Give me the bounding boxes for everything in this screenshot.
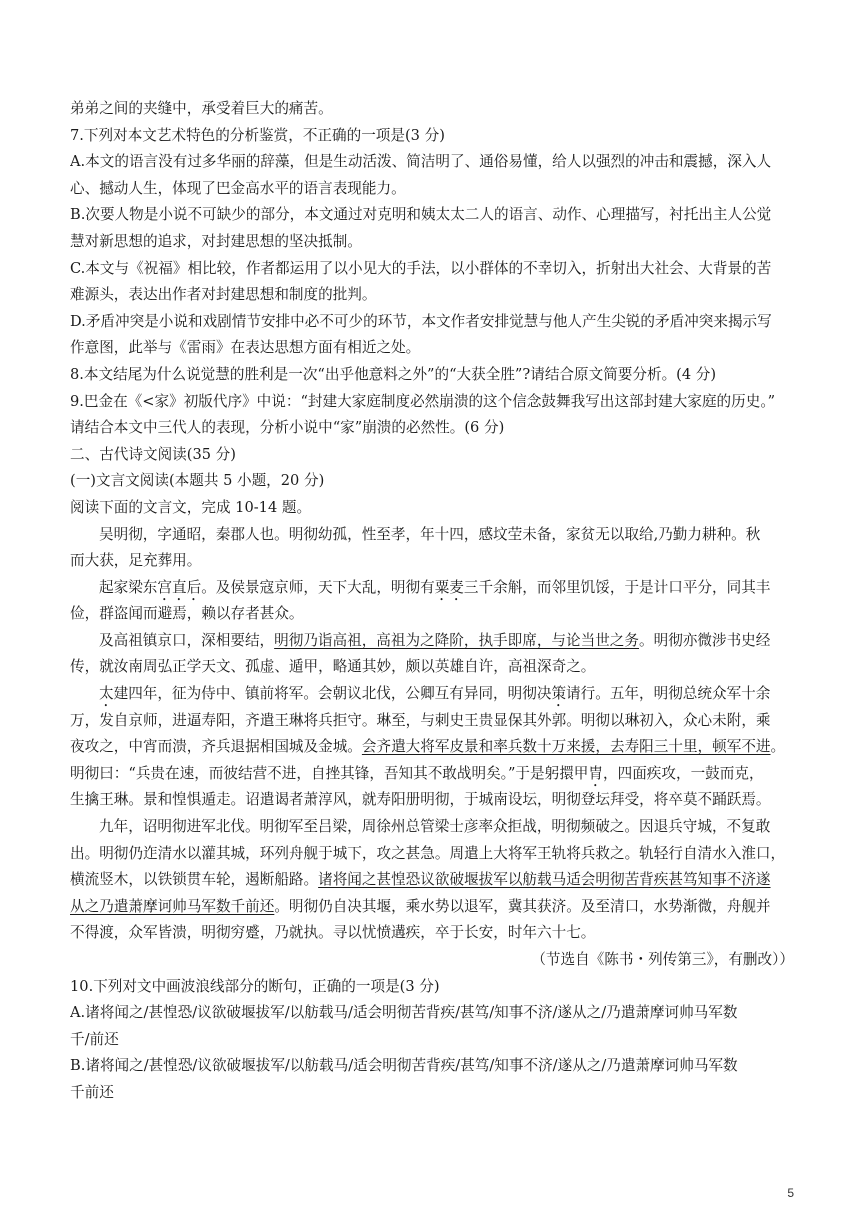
passage-line: 不得渡，众军皆溃，明彻穷蹙，乃就执。寻以忧愤遘疾，卒于长安，时年六十七。 <box>70 924 596 942</box>
wavy-underlined-sentence: 从之乃遣萧摩诃帅马军数千前还 <box>70 897 275 915</box>
passage-text: 。明彻亦微涉书史经 <box>639 631 771 649</box>
dotted-word: 粟麦 <box>434 578 464 596</box>
passage-line <box>70 894 794 921</box>
option-7b: B.次要人物是小说不可缺少的部分，本文通过对克明和姨太太二人的语言、动作、心理描写，衬托出主人公觉 <box>70 206 772 224</box>
passage-line: 而大获，足充葬用。 <box>70 552 202 570</box>
page-content <box>70 96 794 1107</box>
wavy-underlined-sentence: 诸将闻之甚惶恐议欲破堰拔军以舫载马适会明彻苦背疾甚笃知事不济遂 <box>318 871 771 889</box>
passage-line <box>70 867 794 894</box>
option-7c-cont: 难源头，表达出作者对封建思想和制度的批判。 <box>70 286 377 304</box>
question-10: 10.下列对文中画波浪线部分的断句，正确的一项是(3 分) <box>70 977 440 995</box>
question-9: 9.巴金在《<家》初版代序》中说：“封建大家庭制度必然崩溃的这个信念鼓舞我写出这部封建大家庭的历史。” <box>70 392 776 410</box>
passage-text: 横流竖木，以铁锁贯车轮，遏断船路。 <box>70 871 319 889</box>
passage-text: 建四年，征为侍中、镇前将军。会朝议北伐，公卿互有异同，明彻决 <box>113 685 552 703</box>
underlined-sentence: 会齐遣大将军皮景和率兵数十万来援，去寿阳三十里，顿军不进 <box>361 738 771 756</box>
question-8: 8.本文结尾为什么说觉慧的胜利是一次“出乎他意料之外”的“大获全胜”?请结合原文简要分析。(4 分) <box>70 365 717 383</box>
text-line: 弟弟之间的夹缝中，承受着巨大的痛苦。 <box>70 100 333 117</box>
option-10a: A.诸将闻之/甚惶恐/议欲破堰拔军/以舫载马/适会明彻苦背疾/甚笃/知事不济/遂从之/乃遣萧摩诃帅马军数 <box>70 1004 738 1022</box>
subsection-heading: (一)文言文阅读(本题共 5 小题，20 分) <box>70 472 325 490</box>
passage-text: 起家梁东 <box>99 578 158 596</box>
passage-text: 明彻曰：“兵贵在速，而彼结营不进，自挫其锋，吾知其不敢战明矣。”于是躬擐甲 <box>70 764 589 782</box>
passage-line: 传，就汝南周弘正学天文、孤虚、遁甲，略通其妙，颇以英雄自许，高祖深奇之。 <box>70 658 596 676</box>
passage-line <box>70 734 794 761</box>
option-7b-cont: 慧对新思想的追求，对封建思想的坚决抵制。 <box>70 232 362 250</box>
passage-line: 九年，诏明彻进军北伐。明彻军至吕梁，周徐州总管梁士彦率众拒战，明彻频破之。因退兵守城，不复敢 <box>99 818 771 836</box>
passage-line: 生擒王琳。景和惶惧遁走。诏遣谒者萧淳风，就寿阳册明彻，于城南设坛，明彻登坛拜受，将卒莫不踊跃焉。 <box>70 791 771 809</box>
dotted-word: 宫直后 <box>157 578 202 596</box>
passage-line: 吴明彻，字通昭，秦郡人也。明彻幼孤，性至孝，年十四，感坟茔未备，家贫无以取给,乃勤力耕种。秋 <box>99 525 761 543</box>
option-10b-cont: 千前还 <box>70 1083 114 1101</box>
passage-text: 请行。五年，明彻总统众军十余 <box>566 685 771 703</box>
passage-text: ，四面疾攻，一鼓而克， <box>603 764 764 782</box>
passage-line <box>70 681 794 708</box>
underlined-sentence: 明彻乃诣高祖，高祖为之降阶，执手即席，与论当世之务 <box>274 631 639 649</box>
option-10a-cont: 千/前还 <box>70 1030 119 1048</box>
passage-line <box>70 628 794 655</box>
source-citation: （节选自《陈书・列传第三》，有删改）） <box>531 951 794 968</box>
passage-text: 。 <box>770 738 786 756</box>
passage-line: 万，发自京师，进逼寿阳，齐遣王琳将兵拒守。琳至，与刺史王贵显保其外郭。明彻以琳初入，众心未附，乘 <box>70 711 771 729</box>
option-7d: D.矛盾冲突是小说和戏剧情节安排中必不可少的环节，本文作者安排觉慧与他人产生尖锐的矛盾冲突来揭示写 <box>70 312 772 330</box>
passage-line: 出。明彻仍迮清水以灌其城，环列舟舰于城下，攻之甚急。周遣上大将军王轨将兵救之。轨轻行自清水入淮口， <box>70 844 786 862</box>
passage-text: 及高祖镇京口，深相要结， <box>99 631 275 649</box>
passage-text: 。明彻仍自决其堰，乘水势以退军，冀其获济。及至清口，水势渐微，舟舰并 <box>274 897 771 915</box>
passage-line <box>70 761 794 788</box>
option-7c: C.本文与《祝福》相比较，作者都运用了以小见大的手法，以小群体的不幸切入，折射出大社会、大背景的苦 <box>70 259 772 277</box>
passage-line: 俭，群盗闻而避焉，赖以存者甚众。 <box>70 605 304 623</box>
option-7a: A.本文的语言没有过多华丽的辞藻，但是生动活泼、简洁明了、通俗易懂，给人以强烈的冲击和震撼，深入人 <box>70 153 772 171</box>
page-number: 5 <box>787 1186 794 1200</box>
option-7a-cont: 心、撼动人生，体现了巴金高水平的语言表现能力。 <box>70 179 406 197</box>
passage-text: 三千余斛，而邻里饥馁，于是计口平分，同其丰 <box>463 578 771 596</box>
dotted-word: 胄 <box>588 764 604 782</box>
question-9-cont: 请结合本文中三代人的表现，分析小说中“家”崩溃的必然性。(6 分) <box>70 419 505 437</box>
passage-text: 。及侯景寇京师，天下大乱，明彻有 <box>201 578 435 596</box>
dotted-word: 太 <box>99 685 114 703</box>
passage-line <box>70 575 794 602</box>
dotted-word: 策 <box>551 685 567 703</box>
passage-text: 夜攻之，中宵而溃，齐兵退据相国城及金城。 <box>70 738 362 756</box>
option-7d-cont: 作意图，此举与《雷雨》在表达思想方面有相近之处。 <box>70 339 421 357</box>
section-heading: 二、古代诗文阅读(35 分) <box>70 445 236 463</box>
question-7: 7.下列对本文艺术特色的分析鉴赏，不正确的一项是(3 分) <box>70 126 445 144</box>
instructions: 阅读下面的文言文，完成 10-14 题。 <box>70 498 312 516</box>
option-10b: B.诸将闻之/甚惶恐/议欲破堰拔军/以舫载马/适会明彻苦背疾/甚笃/知事不济/遂从之/乃遣萧摩诃帅马军数 <box>70 1057 738 1075</box>
